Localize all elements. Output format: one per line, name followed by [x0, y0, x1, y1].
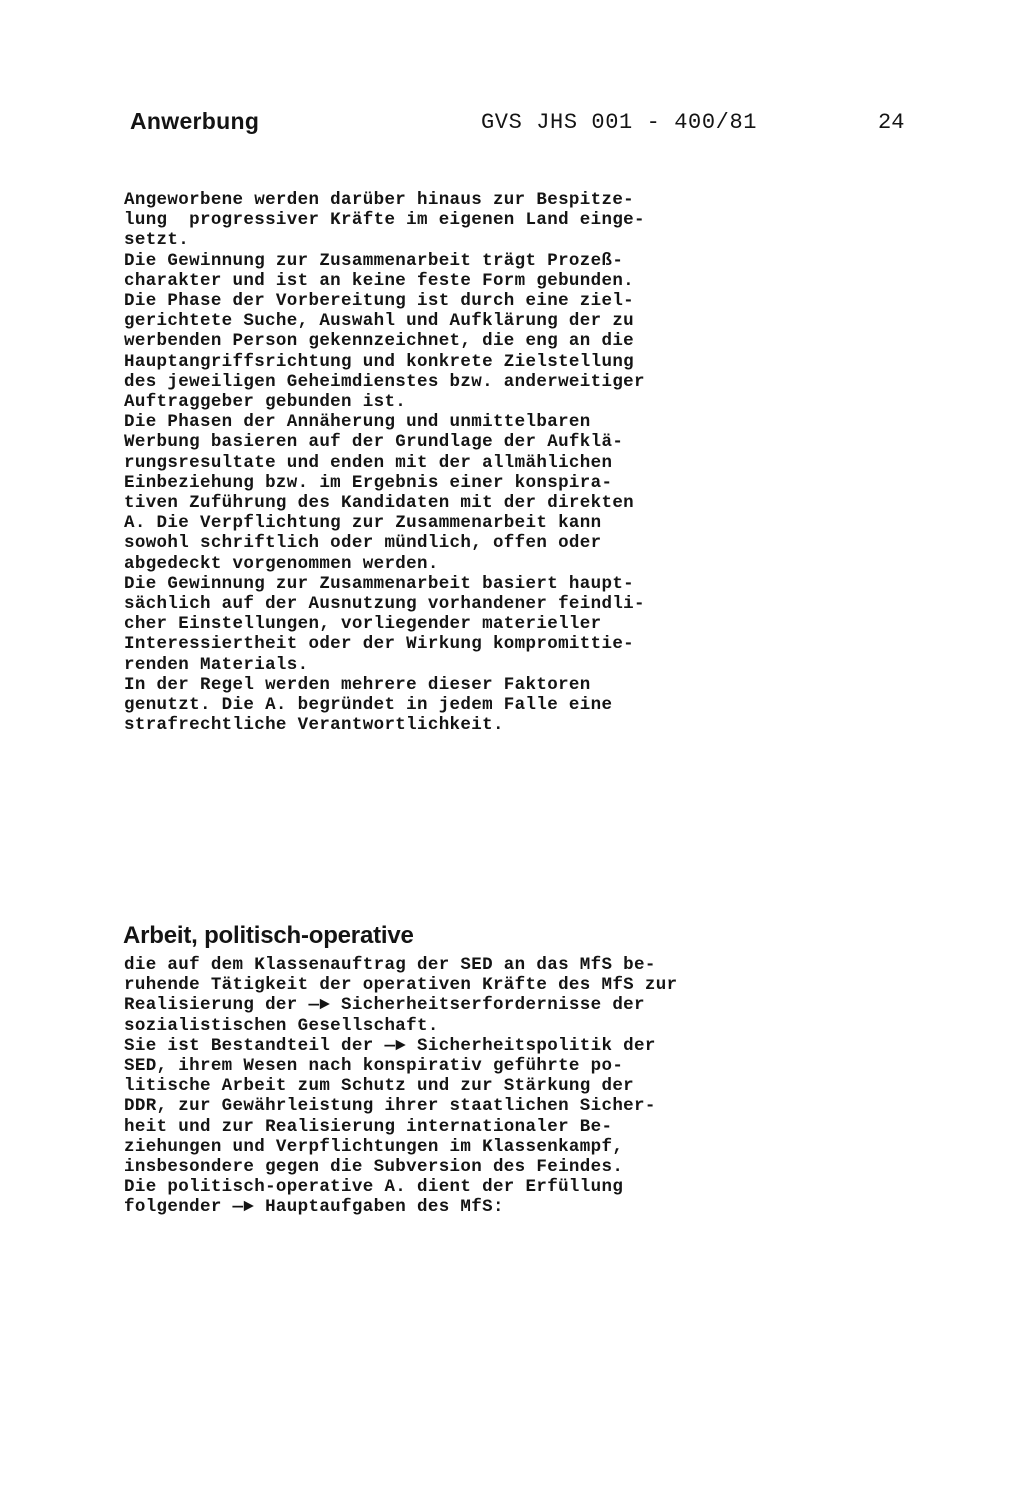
entry-arbeit-title: Arbeit, politisch-operative [123, 922, 414, 949]
text-line: Die Gewinnung zur Zusammenarbeit basiert haupt- [124, 573, 635, 594]
text-line: DDR, zur Gewährleistung ihrer staatlichen Sicher- [124, 1096, 656, 1117]
text-line: die auf dem Klassenauftrag der SED an das MfS be- [124, 955, 656, 975]
text-line: werbenden Person gekennzeichnet, die eng an die [124, 331, 635, 352]
text-line: Einbeziehung bzw. im Ergebnis einer konspira- [124, 472, 613, 493]
text-line: Die Phasen der Annäherung und unmittelbaren [124, 412, 591, 433]
text-line: Sie ist Bestandteil der —► Sicherheitspolitik der [124, 1035, 656, 1056]
text-line: ruhende Tätigkeit der operativen Kräfte des MfS zur [124, 975, 678, 996]
text-line: SED, ihrem Wesen nach konspirativ geführte po- [124, 1056, 624, 1077]
text-line: Realisierung der —► Sicherheitserfordernisse der [124, 995, 645, 1016]
text-line: folgender —► Hauptaufgaben des MfS: [124, 1197, 504, 1218]
text-line: A. Die Verpflichtung zur Zusammenarbeit kann [124, 513, 602, 534]
text-line: cher Einstellungen, vorliegender materieller [124, 614, 602, 635]
text-line: litische Arbeit zum Schutz und zur Stärkung der [124, 1076, 635, 1097]
text-line: lung progressiver Kräfte im eigenen Land einge- [124, 210, 645, 231]
text-line: insbesondere gegen die Subversion des Feindes. [124, 1157, 624, 1178]
entry-arbeit-body [124, 955, 677, 1218]
text-line: sozialistischen Gesellschaft. [124, 1015, 439, 1036]
text-line: rungsresultate und enden mit der allmählichen [124, 452, 613, 473]
text-line: tiven Zuführung des Kandidaten mit der direkten [124, 493, 635, 514]
document-code: GVS JHS 001 - 400/81 [481, 110, 758, 135]
text-line: setzt. [124, 230, 190, 251]
text-line: ziehungen und Verpflichtungen im Klassenkampf, [124, 1136, 624, 1157]
text-line: gerichtete Suche, Auswahl und Aufklärung der zu [124, 311, 635, 332]
text-line: Auftraggeber gebunden ist. [124, 392, 407, 413]
text-line: Werbung basieren auf der Grundlage der Aufklä- [124, 432, 624, 453]
text-line: Die Gewinnung zur Zusammenarbeit trägt Prozeß- [124, 250, 624, 271]
text-line: Die politisch-operative A. dient der Erfüllung [124, 1177, 624, 1198]
text-line: heit und zur Realisierung internationaler Be- [124, 1116, 613, 1137]
text-line: renden Materials. [124, 654, 309, 675]
text-line: des jeweiligen Geheimdienstes bzw. anderweitiger [124, 371, 645, 392]
text-line: sowohl schriftlich oder mündlich, offen oder [124, 533, 602, 554]
text-line: Die Phase der Vorbereitung ist durch eine ziel- [124, 291, 635, 312]
entry-anwerbung-body [124, 190, 645, 735]
text-line: In der Regel werden mehrere dieser Faktoren [124, 674, 591, 695]
text-line: strafrechtliche Verantwortlichkeit. [124, 715, 504, 736]
page-number: 24 [878, 110, 905, 135]
text-line: Hauptangriffsrichtung und konkrete Zielstellung [124, 351, 635, 372]
text-line: Angeworbene werden darüber hinaus zur Bespitze- [124, 190, 635, 210]
text-line: sächlich auf der Ausnutzung vorhandener feindli- [124, 594, 645, 615]
text-line: charakter und ist an keine feste Form gebunden. [124, 270, 635, 291]
text-line: Interessiertheit oder der Wirkung kompromittie- [124, 634, 635, 655]
page-keyword: Anwerbung [130, 108, 260, 134]
text-line: abgedeckt vorgenommen werden. [124, 553, 439, 574]
text-line: genutzt. Die A. begründet in jedem Falle eine [124, 695, 613, 716]
